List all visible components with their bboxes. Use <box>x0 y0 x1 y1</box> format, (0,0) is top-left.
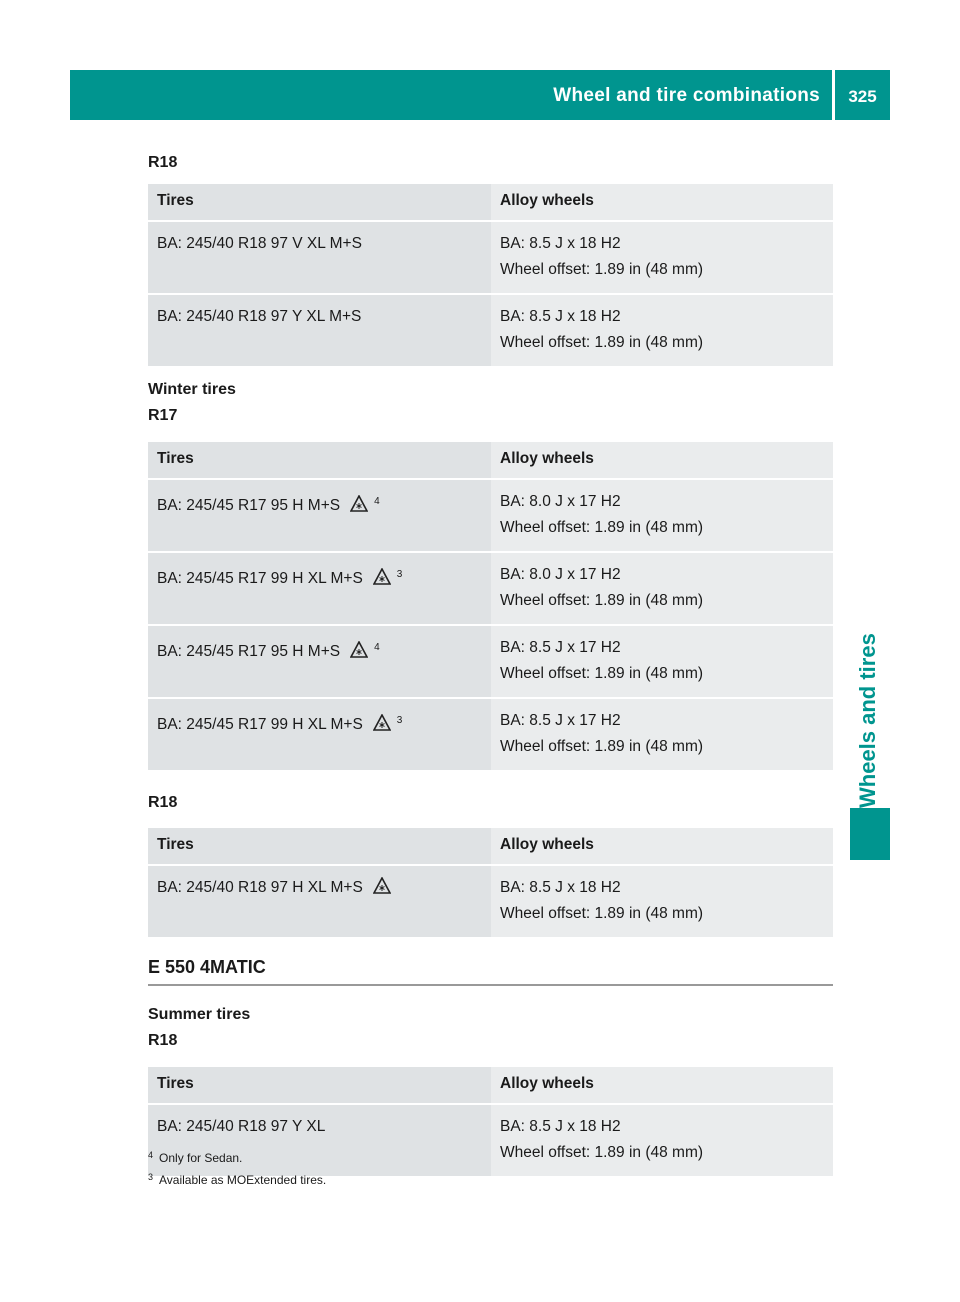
table-row <box>148 626 833 697</box>
wheel-offset: Wheel offset: 1.89 in (48 mm) <box>500 519 704 536</box>
tire-cell <box>148 480 491 551</box>
rim-size-label: R18 <box>148 794 178 811</box>
wheel-offset: Wheel offset: 1.89 in (48 mm) <box>500 665 704 682</box>
page-number: 325 <box>835 70 890 120</box>
table-header-row <box>148 1067 833 1103</box>
table-header-row <box>148 828 833 864</box>
footnote-ref: 4 <box>374 496 380 507</box>
footnote-number: 3 <box>148 1172 154 1182</box>
wheel-offset: Wheel offset: 1.89 in (48 mm) <box>500 592 704 609</box>
wheel-cell <box>491 295 833 366</box>
wheel-cell <box>491 222 833 293</box>
snowflake-mountain-icon <box>373 714 391 741</box>
footnote-text: Only for Sedan. <box>159 1151 243 1165</box>
wheel-offset: Wheel offset: 1.89 in (48 mm) <box>500 261 704 278</box>
tire-table <box>148 182 833 368</box>
header-bar <box>70 70 832 120</box>
footnote-ref: 3 <box>396 569 403 580</box>
tire-spec: BA: 245/40 R18 97 Y XL <box>157 1118 326 1135</box>
table-row <box>148 866 833 937</box>
tire-cell <box>148 626 491 697</box>
rim-size-label: R17 <box>148 407 178 424</box>
snowflake-mountain-icon <box>350 641 368 668</box>
wheel-offset: Wheel offset: 1.89 in (48 mm) <box>500 905 704 922</box>
tire-spec: BA: 245/40 R18 97 H XL M+S <box>157 879 363 896</box>
wheel-spec: BA: 8.5 J x 18 H2 <box>500 879 621 896</box>
side-tab-label: Wheels and tires <box>855 633 880 808</box>
snowflake-mountain-icon <box>373 568 391 595</box>
table-row <box>148 699 833 770</box>
tire-spec: BA: 245/45 R17 95 H M+S <box>157 497 341 514</box>
footnote-text: Available as MOExtended tires. <box>159 1173 327 1187</box>
table-row <box>148 480 833 551</box>
tire-cell <box>148 699 491 770</box>
col-header-wheels: Alloy wheels <box>491 1067 833 1103</box>
wheel-offset: Wheel offset: 1.89 in (48 mm) <box>500 1144 704 1161</box>
tire-spec: BA: 245/40 R18 97 V XL M+S <box>157 235 362 252</box>
col-header-tires: Tires <box>148 442 491 478</box>
table-header-row <box>148 184 833 220</box>
table-header-row <box>148 442 833 478</box>
tire-spec: BA: 245/45 R17 95 H M+S <box>157 643 341 660</box>
wheel-spec: BA: 8.0 J x 17 H2 <box>500 493 621 510</box>
col-header-wheels: Alloy wheels <box>491 828 833 864</box>
rim-size-label: R18 <box>148 1032 178 1049</box>
tire-cell <box>148 222 491 293</box>
tire-category-label: Summer tires <box>148 1006 251 1023</box>
tire-spec: BA: 245/45 R17 99 H XL M+S <box>157 570 363 587</box>
table-row <box>148 553 833 624</box>
wheel-spec: BA: 8.5 J x 17 H2 <box>500 712 621 729</box>
tire-cell <box>148 866 491 937</box>
wheel-cell <box>491 1105 833 1176</box>
wheel-offset: Wheel offset: 1.89 in (48 mm) <box>500 738 704 755</box>
header-title: Wheel and tire combinations <box>553 85 820 106</box>
col-header-tires: Tires <box>148 184 491 220</box>
wheel-spec: BA: 8.5 J x 17 H2 <box>500 639 621 656</box>
footnotes <box>148 1146 326 1190</box>
side-tab-marker <box>850 808 890 860</box>
table-row <box>148 222 833 293</box>
snowflake-mountain-icon <box>350 495 368 522</box>
wheel-cell <box>491 626 833 697</box>
tire-table <box>148 826 833 939</box>
wheel-spec: BA: 8.5 J x 18 H2 <box>500 1118 621 1135</box>
col-header-wheels: Alloy wheels <box>491 184 833 220</box>
col-header-tires: Tires <box>148 828 491 864</box>
page-content <box>148 150 833 1178</box>
wheel-spec: BA: 8.0 J x 17 H2 <box>500 566 621 583</box>
wheel-cell <box>491 866 833 937</box>
footnote <box>148 1168 326 1190</box>
col-header-tires: Tires <box>148 1067 491 1103</box>
tire-spec: BA: 245/40 R18 97 Y XL M+S <box>157 308 362 325</box>
table-row <box>148 295 833 366</box>
wheel-offset: Wheel offset: 1.89 in (48 mm) <box>500 334 704 351</box>
col-header-wheels: Alloy wheels <box>491 442 833 478</box>
footnote-ref: 4 <box>374 642 380 653</box>
tire-cell <box>148 295 491 366</box>
footnote-number: 4 <box>148 1150 154 1160</box>
wheel-spec: BA: 8.5 J x 18 H2 <box>500 235 621 252</box>
footnote <box>148 1146 326 1168</box>
wheel-spec: BA: 8.5 J x 18 H2 <box>500 308 621 325</box>
section-heading: E 550 4MATIC <box>148 957 833 986</box>
tire-cell <box>148 553 491 624</box>
wheel-cell <box>491 480 833 551</box>
tire-table <box>148 440 833 772</box>
snowflake-mountain-icon <box>373 877 391 904</box>
footnote-ref: 3 <box>396 715 403 726</box>
rim-size-label: R18 <box>148 154 178 171</box>
tire-spec: BA: 245/45 R17 99 H XL M+S <box>157 716 363 733</box>
wheel-cell <box>491 699 833 770</box>
wheel-cell <box>491 553 833 624</box>
tire-category-label: Winter tires <box>148 381 236 398</box>
